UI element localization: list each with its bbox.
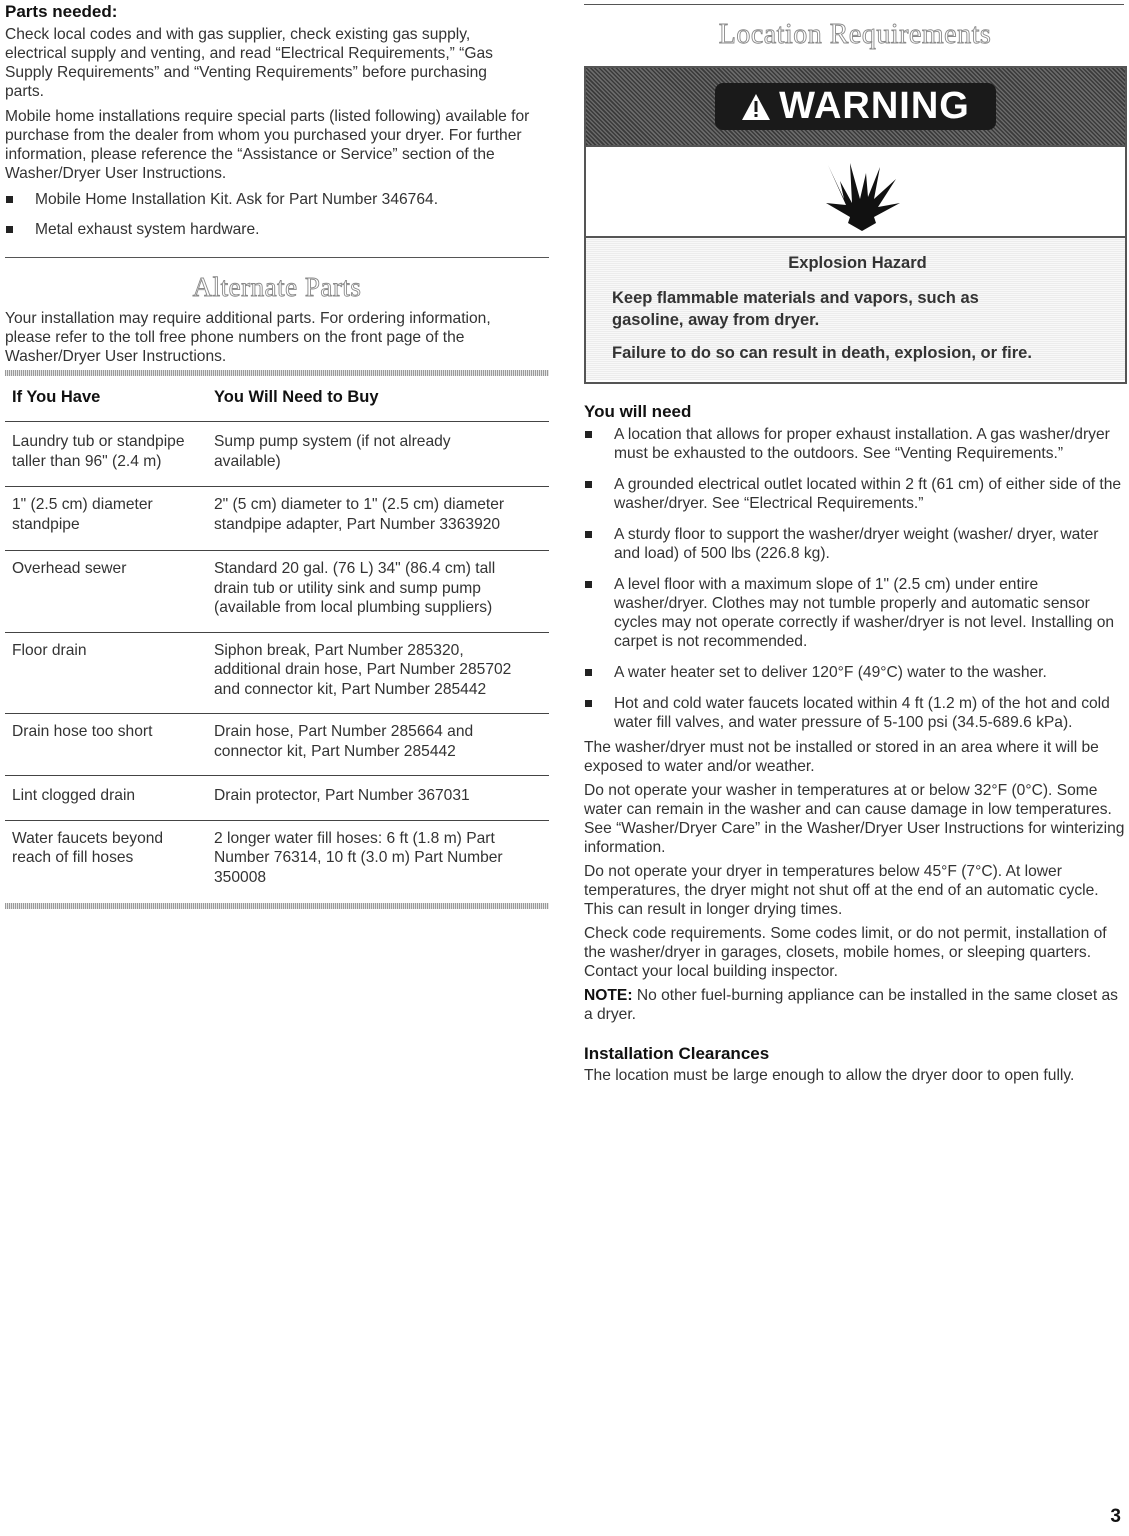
top-divider xyxy=(584,4,1124,5)
you-will-need-list xyxy=(584,425,1126,732)
table-cell: 2 longer water fill hoses: 6 ft (1.8 m) Part Number 76314, 10 ft (3.0 m) Part Number 350008 xyxy=(207,820,549,903)
table-cell: Laundry tub or standpipe taller than 96" (2.4 m) xyxy=(12,433,185,470)
table-cell: Floor drain xyxy=(5,632,207,714)
location-requirements-title: Location Requirements xyxy=(718,19,992,50)
table-cell: Drain protector, Part Number 367031 xyxy=(207,776,549,821)
hazard-line-2: Failure to do so can result in death, explosion, or fire. xyxy=(612,344,1032,362)
list-item: Metal exhaust system hardware. xyxy=(5,220,549,239)
warning-message xyxy=(586,238,1125,380)
warning-box xyxy=(584,66,1127,384)
table-row xyxy=(5,551,549,633)
location-para-4: Check code requirements. Some codes limit, or do not permit, installation of the washer/dryer in garages, closets, mobile homes, or sleeping quarters. Contact your local building inspector. xyxy=(584,925,1107,980)
table-row xyxy=(5,820,549,903)
parts-needed-para-2: Mobile home installations require special parts (listed following) available for purchase from the dealer from whom you purchased your dryer. For further information, please reference the “Assistance or Service” section of the Washer/Dryer User Instructions. xyxy=(5,108,530,182)
table-cell: Water faucets beyond reach of fill hoses xyxy=(5,820,207,903)
list-item: A location that allows for proper exhaust installation. A gas washer/dryer must be exhausted to the outdoors. See “Venting Requirements.” xyxy=(584,425,1126,463)
table-row xyxy=(5,632,549,714)
table-cell: Sump pump system (if not already available) xyxy=(214,433,451,470)
warning-triangle-icon xyxy=(741,93,771,121)
list-item: A grounded electrical outlet located within 2 ft (61 cm) of either side of the washer/dryer. See “Electrical Requirements.” xyxy=(584,475,1126,513)
list-item: A water heater set to deliver 120°F (49°C) water to the washer. xyxy=(584,663,1126,682)
table-cell: 1" (2.5 cm) diameter standpipe xyxy=(5,487,207,551)
page-number: 3 xyxy=(1110,1506,1121,1527)
warning-banner xyxy=(586,68,1125,145)
installation-clearances-heading: Installation Clearances xyxy=(584,1044,770,1063)
table-header-if-you-have: If You Have xyxy=(5,376,207,422)
note-text: No other fuel-burning appliance can be installed in the same closet as a dryer. xyxy=(584,987,1118,1023)
table-row xyxy=(5,776,549,821)
alternate-parts-intro: Your installation may require additional parts. For ordering information, please refer to the toll free phone numbers on the front page of the Washer/Dryer User Instructions. xyxy=(5,310,491,365)
hazard-title: Explosion Hazard xyxy=(788,254,927,272)
alternate-parts-table xyxy=(5,376,549,903)
location-para-2: Do not operate your washer in temperatures at or below 32°F (0°C). Some water can remain in the washer and can cause damage in low temperatures. See “Washer/Dryer Care” in the Washer/Dryer User Instructions for winterizing information. xyxy=(584,782,1125,856)
location-para-1: The washer/dryer must not be installed or stored in an area where it will be exposed to water and/or weather. xyxy=(584,739,1099,775)
list-item: Mobile Home Installation Kit. Ask for Part Number 346764. xyxy=(5,190,549,209)
parts-needed-heading: Parts needed: xyxy=(5,2,118,21)
warning-pill xyxy=(715,83,996,130)
parts-needed-para-1: Check local codes and with gas supplier, check existing gas supply, electrical supply and venting, and read “Electrical Requirements,” “Gas Supply Requirements” and “Venting Requirements” before purchasing parts. xyxy=(5,26,493,100)
explosion-icon xyxy=(822,159,902,233)
parts-needed-list xyxy=(5,190,549,239)
table-bottom-border xyxy=(5,903,549,909)
installation-clearances-text: The location must be large enough to allow the dryer door to open fully. xyxy=(584,1067,1075,1084)
list-item: Hot and cold water faucets located within 4 ft (1.2 m) of the hot and cold water fill valves, and water pressure of 5-100 psi (34.5-689.6 kPa). xyxy=(584,694,1126,732)
table-row xyxy=(5,714,549,776)
right-column xyxy=(584,0,1126,51)
note-label: NOTE: xyxy=(584,987,633,1004)
alternate-parts-title: Alternate Parts xyxy=(192,272,362,302)
table-row xyxy=(5,487,549,551)
right-column-body xyxy=(584,402,1126,1085)
location-note xyxy=(584,986,1126,1024)
table-cell: Standard 20 gal. (76 L) 34" (86.4 cm) tall drain tub or utility sink and sump pump (available from local plumbing suppliers) xyxy=(207,551,549,633)
table-header-need-to-buy: You Will Need to Buy xyxy=(207,376,549,422)
table-cell: Siphon break, Part Number 285320, additional drain hose, Part Number 285702 and connector kit, Part Number 285442 xyxy=(207,632,549,714)
warning-label: WARNING xyxy=(779,85,970,127)
list-item: A level floor with a maximum slope of 1" (2.5 cm) under entire washer/dryer. Clothes may not tumble properly and automatic sensor cycles may not operate correctly if washer/dryer is not level. Installing on carpet is not recommended. xyxy=(584,575,1126,651)
table-cell: Lint clogged drain xyxy=(5,776,207,821)
hazard-line-1: Keep flammable materials and vapors, such as gasoline, away from dryer. xyxy=(612,289,979,329)
section-divider xyxy=(5,257,549,258)
table-cell: Overhead sewer xyxy=(5,551,207,633)
warning-symbol-area xyxy=(586,145,1125,238)
left-column xyxy=(5,0,549,909)
table-cell: Drain hose too short xyxy=(5,714,207,776)
table-cell: 2" (5 cm) diameter to 1" (2.5 cm) diameter standpipe adapter, Part Number 3363920 xyxy=(207,487,549,551)
you-will-need-heading: You will need xyxy=(584,402,692,421)
list-item: A sturdy floor to support the washer/dryer weight (washer/ dryer, water and load) of 500 lbs (226.8 kg). xyxy=(584,525,1126,563)
table-row xyxy=(5,422,549,487)
location-para-3: Do not operate your dryer in temperatures below 45°F (7°C). At lower temperatures, the dryer might not shut off at the end of an automatic cycle. This can result in longer drying times. xyxy=(584,863,1099,918)
table-cell: Drain hose, Part Number 285664 and connector kit, Part Number 285442 xyxy=(207,714,549,776)
